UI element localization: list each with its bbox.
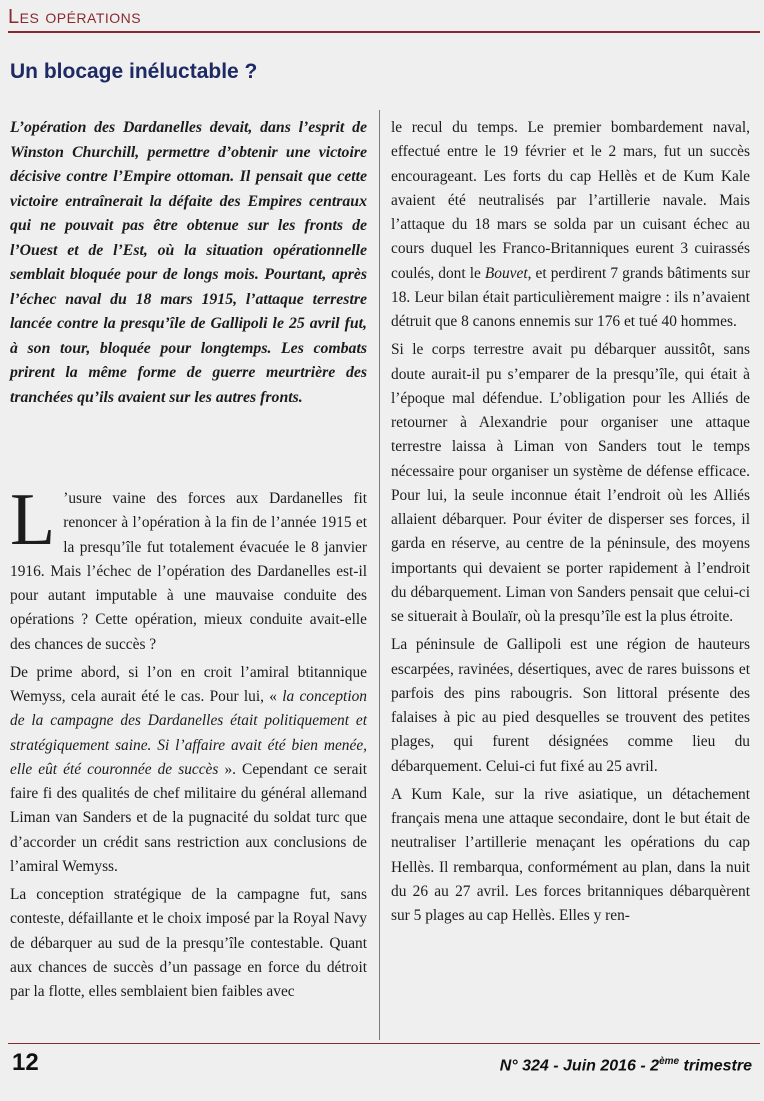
drop-cap: L [10,479,56,561]
paragraph-7: A Kum Kale, sur la rive asiatique, un détachement français mena une attaque secondaire, dont le but était de neutraliser l’artillerie menaçant les opérations du cap Hellès. Il rembarqua, conformément au plan, dans la nuit du 26 au 27 avril. Les forces britanniques débarquèrent sur 5 plages au cap Hellès. Elles y ren- [391,785,750,924]
left-column [10,479,367,1008]
paragraph-6: La péninsule de Gallipoli est une région de hauteurs escarpées, ravinées, désertiques, avec de rares buissons et parfois des pins rabougris. Son littoral présente des falaises à pic au pied desquelles se trouvent des petites plages, qui furent désignées comme lieu du débarquement. Celui-ci fut fixé au 25 avril. [391,636,750,775]
page-number: 12 [12,1049,39,1076]
issue-info: N° 324 - Juin 2016 - 2ème trimestre [499,1056,752,1075]
article-intro: L’opération des Dardanelles devait, dans l’esprit de Winston Churchill, permettre d’obtenir une victoire décisive contre l’Empire ottoman. Il pensait que cette victoire entraînerait la défaite des Empires centraux qui ne pouvait pas être obtenue sur les fronts de l’Ouest et de l’Est, où la situation opérationnelle semblait bloquée pour de longs mois. Pourtant, après l’échec naval du 18 mars 1915, l’attaque terrestre lancée contre la presqu’île de Gallipoli le 25 avril fut, à son tour, bloquée pour longtemps. Les combats prirent la même forme de guerre meurtrière des tranchées qu’ils avaient sur les autres fronts. [10,119,367,406]
right-column [391,116,750,932]
article-headline: Un blocage inéluctable ? [10,60,258,83]
paragraph-2: De prime abord, si l’on en croit l’amiral btitannique Wemyss, cela aurait été le cas. Pour lui, « la conception de la campagne des Dardanelles était politiquement et stratégiquement saine. Si l’affaire avait été bien menée, elle eût été couronnée de succès ». Cependant ce serait faire fi des qualités de chef militaire du général allemand Liman van Sanders et de la pugnacité du soldat turc que d’accorder un crédit sans restriction aux conclusions de l’amiral Wemyss. [10,663,367,875]
paragraph-4: le recul du temps. Le premier bombardement naval, effectué entre le 19 février et le 2 mars, fut un succès encourageant. Les forts du cap Hellès et de Kum Kale avaient été neutralisés par l’artillerie navale. Mais l’attaque du 18 mars se solda par un cuisant échec au cours duquel les Franco-Britanniques eurent 3 cuirassés coulés, dont le Bouvet, et perdirent 7 grands bâtiments sur 18. Leur bilan était particulièrement maigre : ils n’avaient détruit que 8 canons ennemis sur 176 et tué 40 hommes. [391,119,750,330]
paragraph-1: L ’usure vaine des forces aux Dardanelles fit renoncer à l’opération à la fin de l’année 1915 et la presqu’île fut totalement évacuée le 8 janvier 1916. Mais l’échec de l’opération des Dardanelles est-il pour autant imputable à une mauvaise conduite des opérations ? Cette opération, mieux conduite avait-elle des chances de succès ? [10,479,367,653]
paragraph-5: Si le corps terrestre avait pu débarquer aussitôt, sans doute aurait-il pu s’emparer de la presqu’île, qui était à l’époque mal défendue. L’obligation pour les Alliés de retourner à Alexandrie pour organiser une attaque terrestre laissa à Liman von Sanders tout le temps nécessaire pour organiser un système de défense efficace. Pour lui, la seule inconnue était l’endroit où les Alliés allaient débarquer. Pour éviter de disperser ses forces, il garda en réserve, au centre de la péninsule, des moyens importants qui devaient se porter rapidement à l’endroit du débarquement. Liman von Sanders pensait que celui-ci se situerait à Boulaïr, où la presqu’île est la plus étroite. [391,341,750,625]
section-title: Les opérations [8,6,142,28]
column-divider [379,110,380,1040]
footer-rule [8,1043,760,1044]
paragraph-3: La conception stratégique de la campagne fut, sans conteste, défaillante et le choix imposé par la Royal Navy de débarquer au sud de la presqu’île contestable. Quant aux chances de succès d’un passage en force du détroit par la flotte, elles semblaient bien faibles avec [10,886,367,1000]
ship-name: Bouvet [484,264,528,282]
header-rule [8,31,760,33]
wemyss-quote: la conception de la campagne des Dardanelles était politiquement et stratégiquement saine. Si l’affaire avait été bien menée, elle eût été couronnée de succès [10,688,367,778]
